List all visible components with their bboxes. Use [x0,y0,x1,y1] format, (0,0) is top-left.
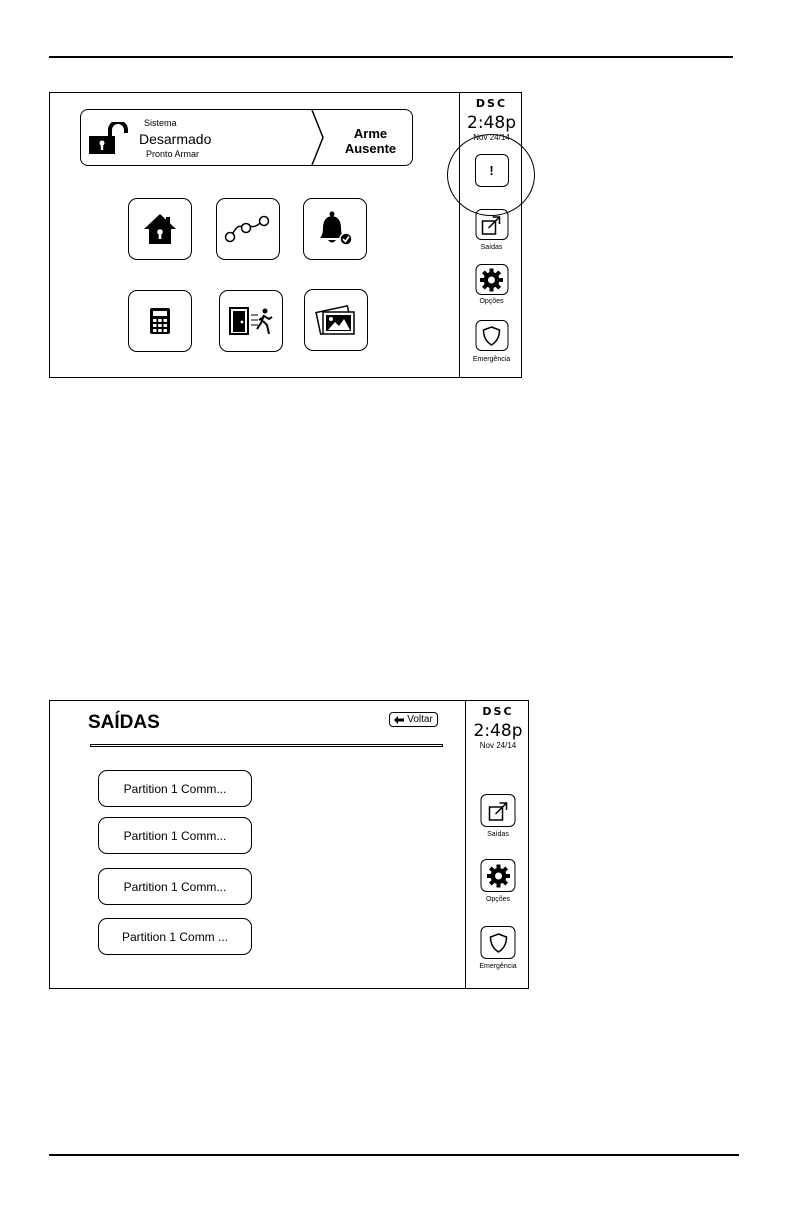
zones-icon [224,214,272,244]
system-status-bar[interactable] [80,109,413,166]
emergency-button[interactable] [481,926,516,959]
outputs-button[interactable] [481,794,516,827]
emergency-button[interactable] [475,320,508,351]
options-button[interactable] [481,859,516,892]
status-divider-chevron [311,110,325,165]
photos-icon [315,304,357,336]
status-ready: Pronto Armar [146,149,200,159]
exit-delay-tile[interactable] [219,290,283,352]
outputs-screen [49,700,529,989]
chime-tile[interactable] [303,198,367,260]
door-exit-icon [228,306,274,336]
gear-icon [486,864,510,888]
clock-time: 2:48p [473,721,523,741]
alert-highlight-callout [447,134,535,216]
title-divider [90,744,443,747]
shield-icon [488,932,508,954]
clock-date: Nov 24/14 [473,133,510,142]
outputs-label: Saídas [480,244,503,251]
partition-command-button-3[interactable]: Partition 1 Comm... [98,868,252,905]
bell-icon [315,211,355,247]
back-button[interactable] [389,712,438,727]
dsc-logo: DSC [475,97,508,110]
emergency-label: Emergência [479,963,517,970]
home-screen [49,92,522,378]
dsc-logo: DSC [482,705,514,718]
keypad-tile[interactable] [128,290,192,352]
options-button[interactable] [475,264,508,295]
partition-command-button-1[interactable]: Partition 1 Comm... [98,770,252,807]
options-label: Opções [485,896,511,903]
outputs-icon [481,214,503,236]
page-title: SAÍDAS [88,712,160,733]
sidebar [465,701,530,988]
keypad-icon [149,307,171,335]
unlocked-padlock-icon [88,122,130,154]
arm-away-line2: Ausente [344,141,397,156]
page-bottom-rule [49,1154,739,1156]
back-button-label: Voltar [407,714,433,725]
emergency-label: Emergência [472,356,511,363]
alert-exclamation-icon: ! [489,163,494,178]
clock-time: 2:48p [467,113,516,133]
shield-icon [482,325,502,347]
outputs-label: Saídas [487,831,509,838]
clock-date: Nov 24/14 [479,741,517,750]
arm-away-button[interactable] [333,126,408,156]
options-label: Opções [479,298,504,305]
status-system-label: Sistema [144,118,177,128]
home-icon [142,212,178,246]
status-state: Desarmado [139,131,212,147]
partition-command-button-2[interactable]: Partition 1 Comm... [98,817,252,854]
outputs-icon [487,800,509,822]
arm-away-line1: Arme [353,126,388,141]
page-top-rule [49,56,733,58]
home-tile[interactable] [128,198,192,260]
partition-command-button-4[interactable]: Partition 1 Comm ... [98,918,252,955]
arrow-left-icon [394,716,404,724]
zones-tile[interactable] [216,198,280,260]
gear-icon [480,268,504,292]
photos-tile[interactable] [304,289,368,351]
